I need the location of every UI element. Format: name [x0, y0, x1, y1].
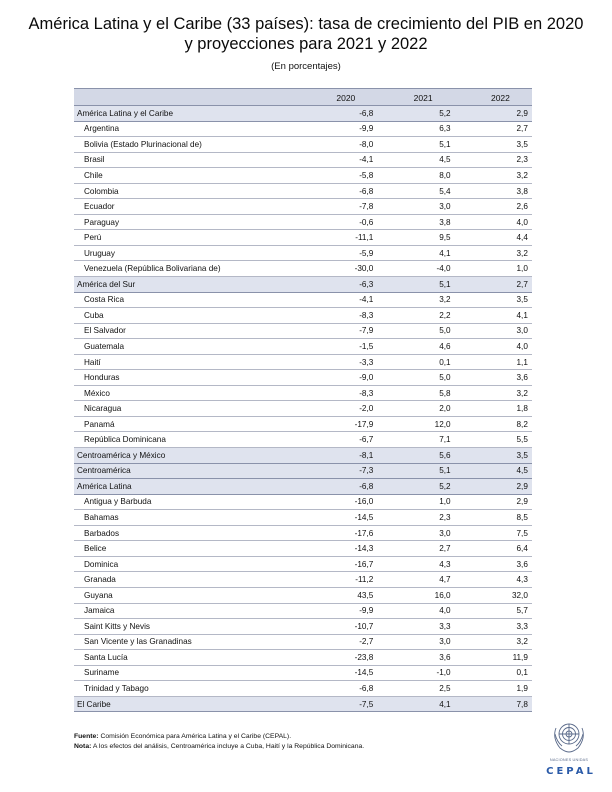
source-label: Fuente:: [74, 733, 99, 740]
table-row: [74, 401, 532, 417]
row-value-2020: -9,9: [359, 124, 374, 134]
table-row: [74, 510, 532, 526]
row-value-2021: 5,6: [439, 450, 451, 460]
row-value-2020: -5,8: [359, 170, 374, 180]
table-group-row: [74, 464, 532, 480]
row-value-2020: 43,5: [357, 590, 374, 600]
table-row: [74, 541, 532, 557]
row-name-cell: Bahamas: [84, 512, 119, 522]
row-value-2020: -8,0: [359, 139, 374, 149]
row-value-2022: 1,8: [516, 404, 528, 414]
row-value-2021: 3,8: [439, 217, 451, 227]
note-text: A los efectos del análisis, Centroamérica incluye a Cuba, Haití y la República Dominicana.: [92, 742, 365, 750]
row-value-2020: -11,1: [355, 233, 374, 243]
row-value-2022: 3,6: [516, 373, 528, 383]
title-line-1: América Latina y el Caribe (33 países): tasa de crecimiento del PIB en 2020: [28, 15, 584, 33]
row-value-2021: 3,6: [439, 652, 451, 662]
row-name-cell: El Salvador: [84, 326, 126, 336]
row-value-2021: 9,5: [439, 233, 451, 243]
row-value-2021: 5,0: [439, 326, 451, 336]
table-row: [74, 681, 532, 697]
row-value-2022: 1,1: [516, 357, 528, 367]
row-value-2021: 0,1: [439, 357, 451, 367]
table-row: [74, 339, 532, 355]
row-value-2020: -6,7: [359, 435, 374, 445]
row-value-2022: 3,2: [516, 248, 528, 258]
note-label: Nota:: [74, 742, 92, 750]
row-value-2022: 5,5: [516, 435, 528, 445]
row-value-2020: -7,3: [359, 466, 374, 476]
row-value-2021: 1,0: [439, 497, 451, 507]
row-value-2020: -6,8: [359, 108, 374, 118]
table-row: [74, 432, 532, 448]
row-value-2022: 32,0: [511, 590, 528, 600]
row-value-2021: 4,7: [439, 575, 451, 585]
row-value-2022: 3,2: [516, 170, 528, 180]
row-value-2021: 16,0: [434, 590, 451, 600]
table-row: [74, 153, 532, 169]
row-value-2020: -2,0: [359, 404, 374, 414]
row-value-2022: 2,7: [516, 124, 528, 134]
row-value-2022: 3,2: [516, 388, 528, 398]
title-line-2: y proyecciones para 2021 y 2022: [184, 35, 428, 53]
row-value-2022: 3,8: [516, 186, 528, 196]
table-row: [74, 495, 532, 511]
table-group-row: [74, 106, 532, 122]
table-header-row: [74, 88, 532, 106]
table-row: [74, 137, 532, 153]
table-notes: [74, 732, 364, 751]
row-value-2022: 4,5: [516, 466, 528, 476]
table-row: [74, 386, 532, 402]
row-value-2022: 3,0: [516, 326, 528, 336]
row-value-2021: 5,1: [439, 279, 451, 289]
table-row: [74, 619, 532, 635]
row-value-2021: 7,1: [439, 435, 451, 445]
row-value-2020: -11,2: [355, 575, 374, 585]
row-value-2020: -4,1: [359, 155, 374, 165]
page-title: [0, 14, 612, 54]
row-name-cell: Saint Kitts y Nevis: [84, 621, 150, 631]
row-value-2021: 4,3: [439, 559, 451, 569]
row-name-cell: Ecuador: [84, 202, 115, 212]
row-name-cell: América Latina y el Caribe: [77, 108, 174, 118]
table-row: [74, 246, 532, 262]
row-value-2020: -9,9: [359, 606, 374, 616]
row-value-2020: -6,8: [359, 684, 374, 693]
table-row: [74, 666, 532, 682]
row-value-2021: 6,3: [439, 124, 451, 134]
row-value-2020: -2,7: [359, 637, 374, 647]
row-value-2022: 3,5: [516, 139, 528, 149]
row-value-2020: -7,8: [359, 202, 374, 212]
row-name-cell: San Vicente y las Granadinas: [84, 637, 192, 647]
row-value-2022: 3,5: [516, 295, 528, 305]
row-name-cell: Chile: [84, 170, 103, 180]
row-value-2021: 5,8: [439, 388, 451, 398]
table-row: [74, 261, 532, 277]
row-name-cell: El Caribe: [77, 699, 111, 709]
row-value-2021: 5,2: [439, 481, 451, 491]
row-name-cell: Colombia: [84, 186, 119, 196]
un-wordmark: NACIONES UNIDAS: [549, 758, 589, 762]
table-row: [74, 635, 532, 651]
row-value-2022: 3,5: [516, 450, 528, 460]
row-name-cell: Panamá: [84, 419, 115, 429]
row-value-2022: 2,6: [516, 202, 528, 212]
table-group-row: [74, 697, 532, 713]
table-row: [74, 308, 532, 324]
row-value-2021: 5,4: [439, 186, 451, 196]
row-value-2020: -6,3: [359, 279, 374, 289]
row-value-2020: -17,6: [354, 528, 374, 538]
header-cell-2020: 2020: [336, 93, 356, 103]
row-value-2020: -23,8: [354, 652, 374, 662]
row-value-2022: 7,8: [516, 699, 528, 709]
row-value-2021: 2,0: [439, 404, 451, 414]
row-name-cell: Argentina: [84, 124, 120, 134]
page-subtitle: (En porcentajes): [271, 61, 341, 72]
row-value-2022: 3,6: [516, 559, 528, 569]
row-value-2022: 5,7: [516, 606, 528, 616]
row-name-cell: Guatemala: [84, 341, 125, 351]
row-value-2021: 2,7: [439, 544, 451, 554]
row-value-2020: -8,3: [359, 388, 374, 398]
row-name-cell: América Latina: [77, 481, 132, 491]
table-row: [74, 324, 532, 340]
table-row: [74, 230, 532, 246]
row-value-2020: -10,7: [354, 621, 374, 631]
table-row: [74, 604, 532, 620]
row-name-cell: Centroamérica: [77, 466, 131, 476]
row-value-2021: 8,0: [439, 170, 451, 180]
table-row: [74, 215, 532, 231]
note-line: [74, 742, 364, 752]
row-name-cell: México: [84, 388, 110, 398]
table-group-row: [74, 448, 532, 464]
row-value-2021: 3,0: [439, 528, 451, 538]
table-row: [74, 417, 532, 433]
header-cell-2021: 2021: [413, 93, 433, 103]
row-name-cell: Haití: [84, 357, 101, 367]
row-value-2020: -6,8: [359, 481, 374, 491]
row-value-2020: -0,6: [359, 217, 374, 227]
row-value-2020: -9,0: [359, 373, 374, 383]
row-value-2022: 3,3: [516, 621, 528, 631]
header-cell-2022: 2022: [490, 93, 510, 103]
row-value-2021: 5,1: [439, 139, 451, 149]
gdp-growth-table: [74, 88, 532, 712]
row-name-cell: Uruguay: [84, 248, 115, 258]
row-name-cell: República Dominicana: [84, 435, 166, 445]
row-name-cell: Dominica: [84, 559, 119, 569]
row-value-2022: 2,9: [516, 497, 528, 507]
table-row: [74, 526, 532, 542]
table-group-row: [74, 479, 532, 495]
table-row: [74, 355, 532, 371]
row-value-2021: 3,2: [439, 295, 451, 305]
row-name-cell: Venezuela (República Bolivariana de): [84, 264, 221, 274]
table-row: [74, 557, 532, 573]
source-note: [74, 732, 364, 742]
row-value-2021: 2,3: [439, 512, 451, 522]
row-value-2021: 2,2: [439, 310, 451, 320]
row-value-2020: -14,5: [354, 512, 374, 522]
row-value-2021: 4,1: [439, 699, 451, 709]
table-row: [74, 650, 532, 666]
row-value-2020: -7,5: [359, 699, 374, 709]
row-value-2020: -8,3: [359, 310, 374, 320]
table-row: [74, 572, 532, 588]
row-value-2021: 3,0: [439, 637, 451, 647]
table-row: [74, 184, 532, 200]
row-value-2021: 4,1: [439, 248, 451, 258]
row-name-cell: Santa Lucía: [84, 652, 128, 662]
row-value-2020: -4,1: [359, 295, 374, 305]
row-value-2021: 3,0: [439, 202, 451, 212]
row-name-cell: América del Sur: [77, 279, 136, 289]
row-value-2021: 3,3: [439, 621, 451, 631]
row-value-2020: -8,1: [359, 450, 374, 460]
row-value-2020: -17,9: [354, 419, 374, 429]
row-name-cell: Granada: [84, 575, 116, 585]
cepal-logo-text: CEPAL: [546, 766, 596, 777]
row-value-2020: -7,9: [359, 326, 374, 336]
row-name-cell: Bolivia (Estado Plurinacional de): [84, 139, 202, 149]
row-value-2021: 12,0: [434, 419, 451, 429]
row-name-cell: Belice: [84, 544, 107, 554]
row-name-cell: Honduras: [84, 373, 120, 383]
row-name-cell: Suriname: [84, 668, 120, 678]
row-value-2021: -4,0: [436, 264, 451, 274]
row-value-2022: 2,9: [516, 108, 528, 118]
row-value-2021: -1,0: [436, 668, 451, 678]
table-row: [74, 168, 532, 184]
row-value-2022: 4,1: [516, 310, 528, 320]
table-row: [74, 293, 532, 309]
row-value-2020: -30,0: [354, 264, 374, 274]
row-name-cell: Guyana: [84, 590, 113, 600]
row-value-2020: -16,7: [354, 559, 374, 569]
row-value-2022: 0,1: [516, 668, 528, 678]
un-emblem-icon: [548, 716, 590, 758]
row-value-2021: 2,5: [439, 684, 451, 693]
row-value-2020: -3,3: [359, 357, 374, 367]
row-name-cell: Brasil: [84, 155, 105, 165]
row-value-2022: 6,4: [516, 544, 528, 554]
row-value-2020: -5,9: [359, 248, 374, 258]
row-value-2022: 8,2: [516, 419, 528, 429]
table-row: [74, 370, 532, 386]
row-name-cell: Jamaica: [84, 606, 115, 616]
row-value-2021: 4,5: [439, 155, 451, 165]
row-value-2022: 8,5: [516, 512, 528, 522]
row-value-2022: 1,9: [516, 684, 528, 693]
row-value-2020: -16,0: [354, 497, 374, 507]
row-value-2022: 2,3: [516, 155, 528, 165]
row-value-2022: 3,2: [516, 637, 528, 647]
row-value-2022: 4,3: [516, 575, 528, 585]
row-name-cell: Paraguay: [84, 217, 120, 227]
row-value-2022: 1,0: [516, 264, 528, 274]
row-value-2021: 4,0: [439, 606, 451, 616]
row-value-2020: -6,8: [359, 186, 374, 196]
row-value-2020: -14,3: [354, 544, 374, 554]
table-row: [74, 199, 532, 215]
table-row: [74, 588, 532, 604]
row-value-2022: 2,9: [516, 481, 528, 491]
row-name-cell: Costa Rica: [84, 295, 125, 305]
row-name-cell: Barbados: [84, 528, 120, 538]
row-value-2022: 11,9: [512, 652, 528, 662]
table-row: [74, 122, 532, 138]
row-value-2020: -14,5: [354, 668, 374, 678]
row-name-cell: Centroamérica y México: [77, 450, 166, 460]
row-value-2020: -1,5: [359, 341, 374, 351]
row-name-cell: Cuba: [84, 310, 104, 320]
table-body: [74, 106, 532, 712]
row-name-cell: Antigua y Barbuda: [84, 497, 152, 507]
row-value-2021: 5,1: [439, 466, 451, 476]
row-value-2022: 2,7: [516, 279, 528, 289]
row-value-2022: 4,4: [516, 233, 528, 243]
row-name-cell: Perú: [84, 233, 102, 243]
row-name-cell: Nicaragua: [84, 404, 122, 414]
row-value-2022: 4,0: [516, 217, 528, 227]
row-value-2021: 5,0: [439, 373, 451, 383]
table-group-row: [74, 277, 532, 293]
row-value-2021: 5,2: [439, 108, 451, 118]
source-text: Comisión Económica para América Latina y el Caribe (CEPAL).: [100, 733, 292, 740]
row-name-cell: Trinidad y Tabago: [84, 684, 149, 693]
row-value-2022: 4,0: [516, 341, 528, 351]
row-value-2022: 7,5: [516, 528, 528, 538]
row-value-2021: 4,6: [439, 341, 451, 351]
